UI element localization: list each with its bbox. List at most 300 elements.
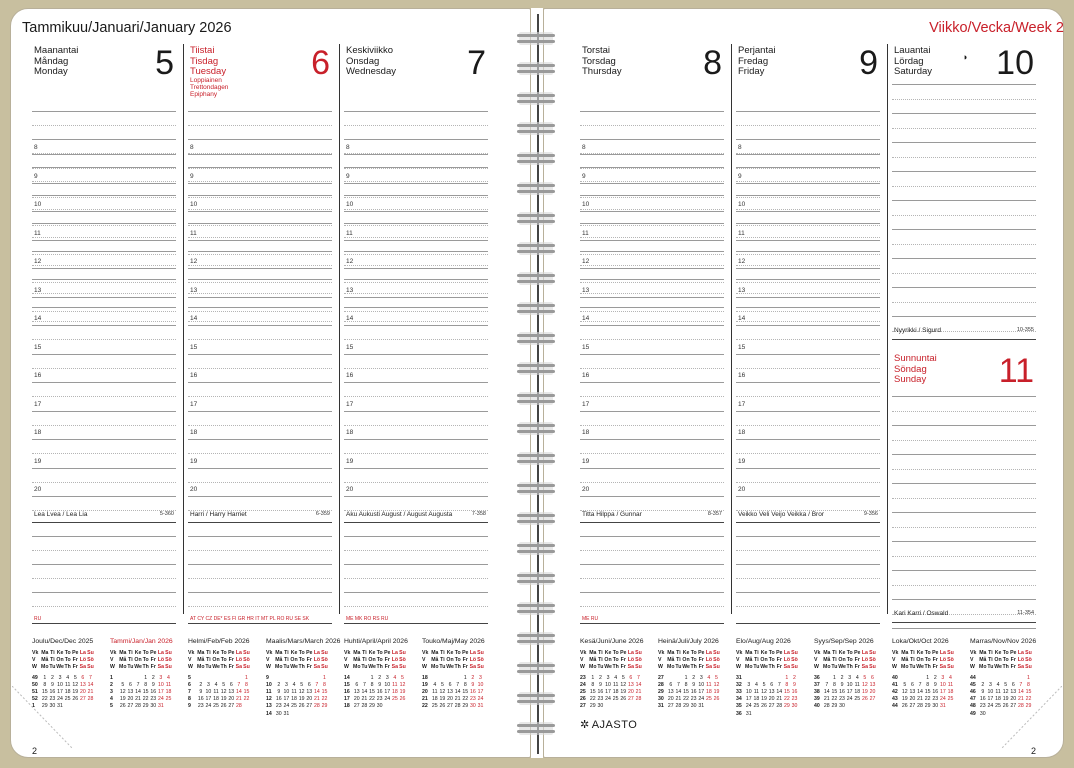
hour-line[interactable] (736, 183, 880, 184)
spiral-ring (517, 392, 555, 405)
hour-line[interactable] (344, 382, 488, 383)
evening-line[interactable] (580, 606, 724, 607)
calendar-week-row (970, 675, 1032, 682)
hour-line[interactable] (344, 439, 488, 440)
evening-line[interactable] (580, 536, 724, 537)
evening-line[interactable] (188, 550, 332, 551)
evening-line[interactable] (32, 550, 176, 551)
sunday-line[interactable] (892, 570, 1036, 571)
sunday-line[interactable] (892, 396, 1036, 397)
saturday-line[interactable] (892, 287, 1036, 288)
calendar-day-cell (127, 675, 135, 682)
evening-line[interactable] (188, 592, 332, 593)
calendar-head-cell: Ti (128, 657, 133, 664)
calendar-day-cell: 2 (793, 674, 796, 681)
hour-line[interactable] (736, 411, 880, 412)
saturday-line[interactable] (892, 316, 1036, 317)
calendar-head-cell: To (376, 650, 383, 656)
ring-wire (517, 604, 555, 607)
planner-line (32, 307, 176, 308)
evening-line[interactable] (736, 606, 880, 607)
calendar-week-row (736, 689, 798, 696)
calendar-day-cell (165, 703, 173, 710)
calendar-head-cell: W (736, 664, 741, 671)
hour-line[interactable] (580, 211, 724, 212)
calendar-week-row (658, 675, 720, 682)
ring-wire (517, 154, 555, 157)
hour-label: 17 (346, 400, 354, 408)
half-hour-line[interactable] (32, 197, 176, 198)
half-hour-line[interactable] (32, 225, 176, 226)
evening-line[interactable] (344, 536, 488, 537)
evening-line[interactable] (188, 536, 332, 537)
evening-line[interactable] (344, 592, 488, 593)
half-hour-line[interactable] (736, 453, 880, 454)
evening-line[interactable] (344, 606, 488, 607)
evening-line[interactable] (344, 578, 488, 579)
hour-line[interactable] (580, 468, 724, 469)
half-hour-line[interactable] (188, 368, 332, 369)
evening-line[interactable] (736, 550, 880, 551)
half-hour-line[interactable] (344, 282, 488, 283)
saturday-line[interactable] (892, 142, 1036, 143)
calendar-day-cell: 13 (228, 689, 235, 696)
calendar-day-cell: 19 (620, 689, 627, 696)
half-hour-line[interactable] (32, 396, 176, 397)
hour-line[interactable] (580, 496, 724, 497)
calendar-head-cell: Ke (838, 650, 846, 656)
half-hour-line[interactable] (344, 197, 488, 198)
half-hour-line[interactable] (344, 368, 488, 369)
saturday-line[interactable] (892, 157, 1036, 158)
sunday-line[interactable] (892, 599, 1036, 600)
evening-line[interactable] (188, 606, 332, 607)
calendar-day-cell: 23 (376, 696, 383, 703)
half-hour-line[interactable] (736, 396, 880, 397)
half-hour-line[interactable] (188, 339, 332, 340)
hour-line[interactable] (580, 297, 724, 298)
hour-line[interactable] (344, 411, 488, 412)
hour-line[interactable] (736, 240, 880, 241)
calendar-head-cell: Fr (306, 664, 312, 671)
calendar-head-cell: Su (87, 650, 94, 656)
calendar-head-cell: Ti (206, 650, 211, 656)
half-hour-line[interactable] (188, 282, 332, 283)
planner-line (580, 279, 724, 280)
calendar-head-cell: Fr (384, 664, 390, 671)
hour-line[interactable] (344, 183, 488, 184)
hour-label: 18 (190, 429, 198, 436)
hour-line[interactable] (188, 439, 332, 440)
half-hour-line[interactable] (736, 311, 880, 312)
hour-line[interactable] (188, 468, 332, 469)
calendar-head-cell: Ma (901, 650, 909, 656)
calendar-day-cell: 12 (713, 681, 720, 688)
half-hour-line[interactable] (736, 197, 880, 198)
hour-line[interactable] (32, 240, 176, 241)
half-hour-line[interactable] (736, 254, 880, 255)
logo-mark-icon: ✲ (580, 719, 590, 731)
half-hour-line[interactable] (344, 396, 488, 397)
half-hour-line[interactable] (580, 425, 724, 426)
calendar-week-row (110, 675, 172, 682)
half-hour-line[interactable] (32, 482, 176, 483)
evening-line[interactable] (736, 578, 880, 579)
calendar-day-cell: 8 (144, 681, 148, 688)
half-hour-line[interactable] (188, 482, 332, 483)
calendar-head-row (970, 664, 1032, 671)
sunday-line[interactable] (892, 469, 1036, 470)
half-hour-line[interactable] (736, 368, 880, 369)
evening-line[interactable] (344, 564, 488, 565)
hour-line[interactable] (344, 211, 488, 212)
hour-line[interactable] (736, 496, 880, 497)
hour-line[interactable] (32, 268, 176, 269)
half-hour-line[interactable] (580, 339, 724, 340)
hour-line[interactable] (736, 382, 880, 383)
evening-line[interactable] (32, 578, 176, 579)
day-names (738, 46, 776, 78)
half-hour-line[interactable] (344, 168, 488, 169)
evening-line[interactable] (580, 550, 724, 551)
ring-wire (517, 250, 555, 253)
calendar-day-cell: 37 (814, 681, 820, 688)
sunday-line[interactable] (892, 556, 1036, 557)
calendar-head-cell: Må (197, 657, 205, 664)
half-hour-line[interactable] (580, 282, 724, 283)
saturday-line[interactable] (892, 128, 1036, 129)
calendar-head-cell: Fr (384, 657, 390, 664)
half-hour-line[interactable] (580, 368, 724, 369)
calendar-head-cell: Fr (932, 657, 938, 664)
hour-line[interactable] (32, 382, 176, 383)
half-hour-line[interactable] (32, 453, 176, 454)
calendar-head-row (110, 657, 172, 664)
half-hour-line[interactable] (344, 482, 488, 483)
calendar-day-cell (901, 675, 909, 682)
saturday-line[interactable] (892, 229, 1036, 230)
calendar-day-cell: 2 (692, 674, 696, 681)
calendar-head-cell: Ti (284, 657, 289, 664)
sunday-line[interactable] (892, 585, 1036, 586)
half-hour-line[interactable] (344, 425, 488, 426)
saturday-line[interactable] (892, 171, 1036, 172)
hour-line[interactable] (736, 154, 880, 155)
half-hour-line[interactable] (188, 453, 332, 454)
hour-line[interactable] (580, 154, 724, 155)
half-hour-line[interactable] (188, 254, 332, 255)
saturday-line[interactable] (892, 200, 1036, 201)
evening-line[interactable] (580, 592, 724, 593)
calendar-week-row (110, 682, 172, 689)
hour-line[interactable] (188, 154, 332, 155)
calendar-day-cell: 6 (629, 674, 633, 681)
half-hour-line[interactable] (188, 396, 332, 397)
hour-line[interactable] (188, 297, 332, 298)
half-hour-line[interactable] (188, 425, 332, 426)
saturday-line[interactable] (892, 84, 1036, 85)
hour-line[interactable] (736, 211, 880, 212)
hour-label: 19 (582, 457, 590, 465)
sunday-line[interactable] (892, 425, 1036, 426)
half-hour-line[interactable] (344, 311, 488, 312)
half-hour-line[interactable] (736, 282, 880, 283)
hour-line[interactable] (344, 297, 488, 298)
planner-line (736, 321, 880, 322)
evening-line[interactable] (736, 564, 880, 565)
calendar-day-cell: 31 (939, 703, 946, 710)
hour-line[interactable] (188, 411, 332, 412)
hour-line[interactable] (32, 183, 176, 184)
saturday-line[interactable] (892, 215, 1036, 216)
saturday-line[interactable] (892, 258, 1036, 259)
half-hour-line[interactable] (344, 225, 488, 226)
hour-line[interactable] (580, 382, 724, 383)
hour-line[interactable] (32, 354, 176, 355)
hour-line[interactable] (344, 468, 488, 469)
half-hour-line[interactable] (188, 225, 332, 226)
ring-wire (517, 664, 555, 667)
hour-line[interactable] (736, 325, 880, 326)
calendar-day-cell: 19 (1002, 696, 1009, 703)
half-hour-line[interactable] (580, 311, 724, 312)
hour-label: 19 (738, 457, 746, 465)
hour-label: 18 (582, 429, 590, 436)
half-hour-line[interactable] (580, 168, 724, 169)
calendar-head-cell: Fr (932, 664, 938, 671)
hour-label: 20 (346, 486, 354, 493)
sunday-line[interactable] (892, 440, 1036, 441)
calendar-day-cell: 16 (791, 689, 798, 696)
mini-calendar-title: Joulu/Dec/Dec 2025 (32, 638, 94, 645)
calendar-week-row (32, 675, 94, 682)
hour-line[interactable] (344, 325, 488, 326)
hour-line[interactable] (32, 439, 176, 440)
calendar-head-cell: To (612, 657, 619, 664)
hour-line[interactable] (580, 325, 724, 326)
half-hour-line[interactable] (344, 254, 488, 255)
hour-line[interactable] (344, 240, 488, 241)
planner-line (736, 279, 880, 280)
half-hour-line[interactable] (32, 282, 176, 283)
half-hour-line[interactable] (32, 368, 176, 369)
calendar-head-cell: On (838, 657, 846, 664)
calendar-day-cell (713, 703, 721, 710)
half-hour-line[interactable] (736, 339, 880, 340)
calendar-day-cell: 17 (698, 689, 705, 696)
calendar-day-cell: 11 (392, 681, 398, 688)
hour-line[interactable] (736, 439, 880, 440)
calendar-day-cell: 14 (313, 689, 320, 696)
calendar-head-cell: Su (791, 650, 798, 656)
half-hour-line[interactable] (580, 453, 724, 454)
calendar-head-cell: Ma (589, 650, 597, 656)
evening-line[interactable] (344, 550, 488, 551)
hour-line[interactable] (580, 268, 724, 269)
calendar-head-row (580, 657, 642, 664)
calendar-head-cell: V (892, 657, 896, 664)
ring-wire (517, 130, 555, 133)
hour-line[interactable] (32, 411, 176, 412)
calendar-day-cell (768, 675, 776, 682)
calendar-day-cell: 9 (50, 681, 54, 688)
saturday-line[interactable] (892, 244, 1036, 245)
half-hour-line[interactable] (188, 311, 332, 312)
ring-wire (517, 304, 555, 307)
half-hour-line[interactable] (580, 254, 724, 255)
calendar-head-cell: La (783, 650, 790, 656)
evening-line[interactable] (736, 592, 880, 593)
hour-line[interactable] (188, 183, 332, 184)
sunday-line[interactable] (892, 483, 1036, 484)
calendar-day-cell: 18 (705, 689, 712, 696)
hour-label: 10 (738, 201, 746, 208)
sunday-line[interactable] (892, 512, 1036, 513)
calendar-day-cell: 26 (220, 703, 227, 710)
calendar-head-cell: Ke (760, 650, 768, 656)
saturday-line[interactable] (892, 99, 1036, 100)
day-number: 5 (155, 44, 174, 82)
hour-line[interactable] (580, 183, 724, 184)
sunday-line[interactable] (892, 527, 1036, 528)
calendar-day-cell: 4 (393, 674, 397, 681)
hour-line[interactable] (188, 325, 332, 326)
day-of-year: 10-355 (1016, 327, 1034, 333)
hour-line[interactable] (736, 468, 880, 469)
calendar-head-cell: Ma (197, 650, 205, 656)
half-hour-line[interactable] (188, 197, 332, 198)
sunday-line[interactable] (892, 454, 1036, 455)
calendar-head-cell: W (814, 664, 819, 671)
calendar-head-cell: Mo (979, 664, 987, 671)
calendar-day-cell: 12 (298, 689, 305, 696)
evening-line[interactable] (32, 606, 176, 607)
evening-line[interactable] (736, 536, 880, 537)
calendar-day-cell: 16 (469, 689, 476, 696)
hour-line[interactable] (344, 496, 488, 497)
hour-line[interactable] (344, 154, 488, 155)
sunday-line[interactable] (892, 541, 1036, 542)
hour-label: 9 (346, 172, 350, 180)
half-hour-line[interactable] (580, 197, 724, 198)
calendar-day-cell: 28 (135, 703, 141, 710)
hour-line[interactable] (736, 297, 880, 298)
calendar-day-cell: 26 (399, 696, 406, 703)
sunday-line[interactable] (892, 498, 1036, 499)
evening-line[interactable] (32, 536, 176, 537)
hour-line[interactable] (188, 382, 332, 383)
hour-line[interactable] (188, 496, 332, 497)
half-hour-line[interactable] (580, 396, 724, 397)
day-name-line: Monday (34, 66, 68, 77)
calendar-head-cell: Th (924, 664, 931, 671)
hour-line[interactable] (344, 268, 488, 269)
evening-line[interactable] (188, 564, 332, 565)
hour-line[interactable] (188, 354, 332, 355)
hour-line[interactable] (580, 354, 724, 355)
ring-wire (517, 274, 555, 277)
sunday-line[interactable] (892, 628, 1036, 629)
sunday-line[interactable] (892, 411, 1036, 412)
hour-label: 20 (582, 486, 590, 493)
half-hour-line[interactable] (188, 168, 332, 169)
calendar-day-cell: 7 (315, 681, 319, 688)
hour-line[interactable] (32, 297, 176, 298)
planner-line (736, 139, 880, 140)
half-hour-line[interactable] (32, 425, 176, 426)
name-day (894, 327, 1034, 334)
calendar-day-cell: 20 (869, 689, 876, 696)
hour-line[interactable] (344, 354, 488, 355)
evening-line[interactable] (580, 564, 724, 565)
half-hour-line[interactable] (32, 254, 176, 255)
half-hour-line[interactable] (736, 168, 880, 169)
saturday-line[interactable] (892, 113, 1036, 114)
half-hour-line[interactable] (580, 225, 724, 226)
hour-line[interactable] (32, 154, 176, 155)
hour-line[interactable] (32, 496, 176, 497)
hour-line[interactable] (188, 211, 332, 212)
saturday-line[interactable] (892, 273, 1036, 274)
hour-line[interactable] (580, 411, 724, 412)
calendar-day-cell: 27 (228, 703, 235, 710)
hour-line[interactable] (580, 439, 724, 440)
half-hour-line[interactable] (736, 225, 880, 226)
calendar-head-cell: Ti (910, 650, 915, 656)
evening-line[interactable] (32, 592, 176, 593)
evening-line[interactable] (32, 564, 176, 565)
calendar-day-cell: 1 (463, 674, 467, 681)
half-hour-line[interactable] (736, 482, 880, 483)
planner-line (736, 307, 880, 308)
hour-line[interactable] (32, 325, 176, 326)
calendar-day-cell: 18 (947, 689, 954, 696)
half-hour-line[interactable] (32, 339, 176, 340)
hour-label: 12 (582, 258, 590, 265)
evening-line[interactable] (188, 578, 332, 579)
half-hour-line[interactable] (32, 168, 176, 169)
calendar-day-cell (768, 711, 776, 718)
hour-line[interactable] (580, 240, 724, 241)
half-hour-line[interactable] (32, 311, 176, 312)
hour-line[interactable] (188, 240, 332, 241)
calendar-week-row (814, 689, 876, 696)
saturday-line[interactable] (892, 302, 1036, 303)
hour-line[interactable] (32, 468, 176, 469)
ring-wire (517, 520, 555, 523)
hour-line[interactable] (736, 268, 880, 269)
calendar-day-cell: 18 (391, 689, 398, 696)
half-hour-line[interactable] (344, 339, 488, 340)
calendar-head-cell: Vk (736, 650, 743, 656)
calendar-day-cell: 6 (355, 681, 359, 688)
half-hour-line[interactable] (580, 482, 724, 483)
half-hour-line[interactable] (736, 425, 880, 426)
calendar-day-cell (745, 675, 753, 682)
half-hour-line[interactable] (344, 453, 488, 454)
evening-line[interactable] (580, 578, 724, 579)
spiral-ring (517, 122, 555, 135)
calendar-day-cell (361, 675, 369, 682)
calendar-day-cell (220, 675, 228, 682)
hour-line[interactable] (188, 268, 332, 269)
name-day (894, 610, 1034, 617)
hour-line[interactable] (32, 211, 176, 212)
hour-label: 13 (190, 286, 198, 294)
calendar-day-cell: 17 (846, 689, 853, 696)
saturday-line[interactable] (892, 186, 1036, 187)
hour-line[interactable] (736, 354, 880, 355)
